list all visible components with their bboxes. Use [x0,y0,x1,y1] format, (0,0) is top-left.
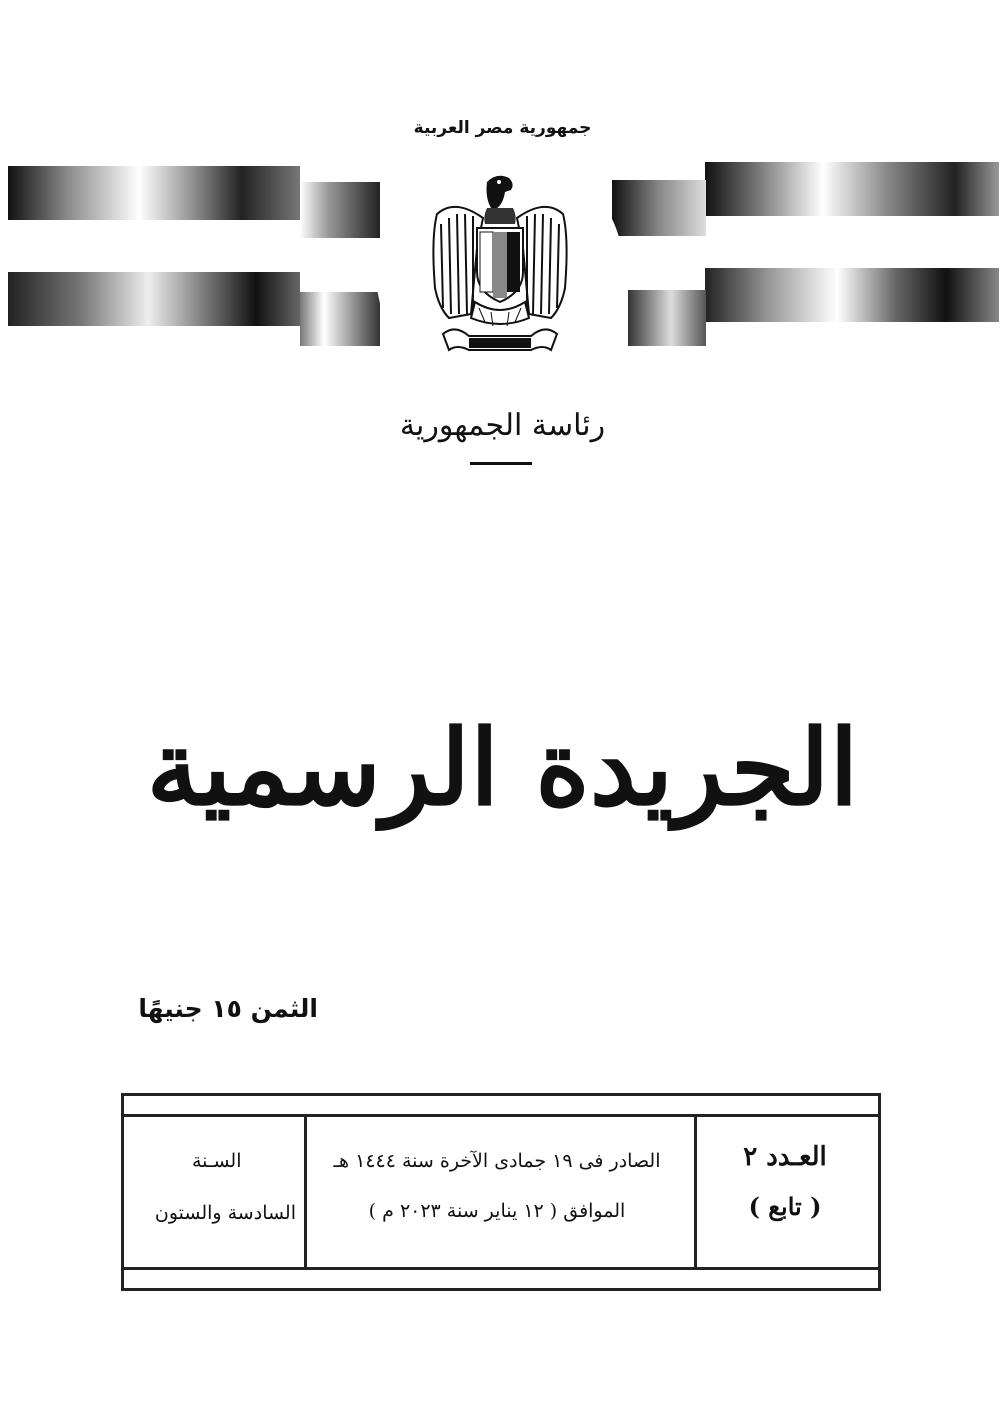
presidency-underline [470,462,532,465]
flag-band-midright-top [612,180,706,236]
info-box-bottom-strip [121,1267,881,1291]
info-box-divider-left [304,1117,307,1267]
republic-name: جمهورية مصر العربية [413,118,592,138]
flag-band-left-top [8,166,300,220]
price-label: الثمن ١٥ جنيهًا [138,994,318,1023]
flag-band-right-bottom [705,268,999,322]
issue-number: العـدد ٢ [743,1142,827,1172]
flag-band-midleft-top [300,182,380,238]
year-label: السـنة [192,1150,242,1172]
info-box-divider-right [694,1117,697,1267]
issue-date-hijri: الصادر فى ١٩ جمادى الآخرة سنة ١٤٤٤ هـ [333,1150,661,1172]
flag-band-midleft-bottom [300,292,380,346]
flag-band-left-bottom [8,272,300,326]
eagle-emblem-icon [425,168,575,368]
flag-band-right-top [705,162,999,216]
gazette-title: الجريدة الرسمية [146,706,859,829]
year-value: السادسة والستون [154,1202,296,1224]
presidency-title: رئاسة الجمهورية [399,408,606,443]
issue-continued: ( تابع ) [748,1192,822,1221]
info-box-top-strip [121,1093,881,1117]
issue-date-gregorian: الموافق ( ١٢ يناير سنة ٢٠٢٣ م ) [368,1200,626,1222]
flag-band-midright-bottom [628,290,706,346]
